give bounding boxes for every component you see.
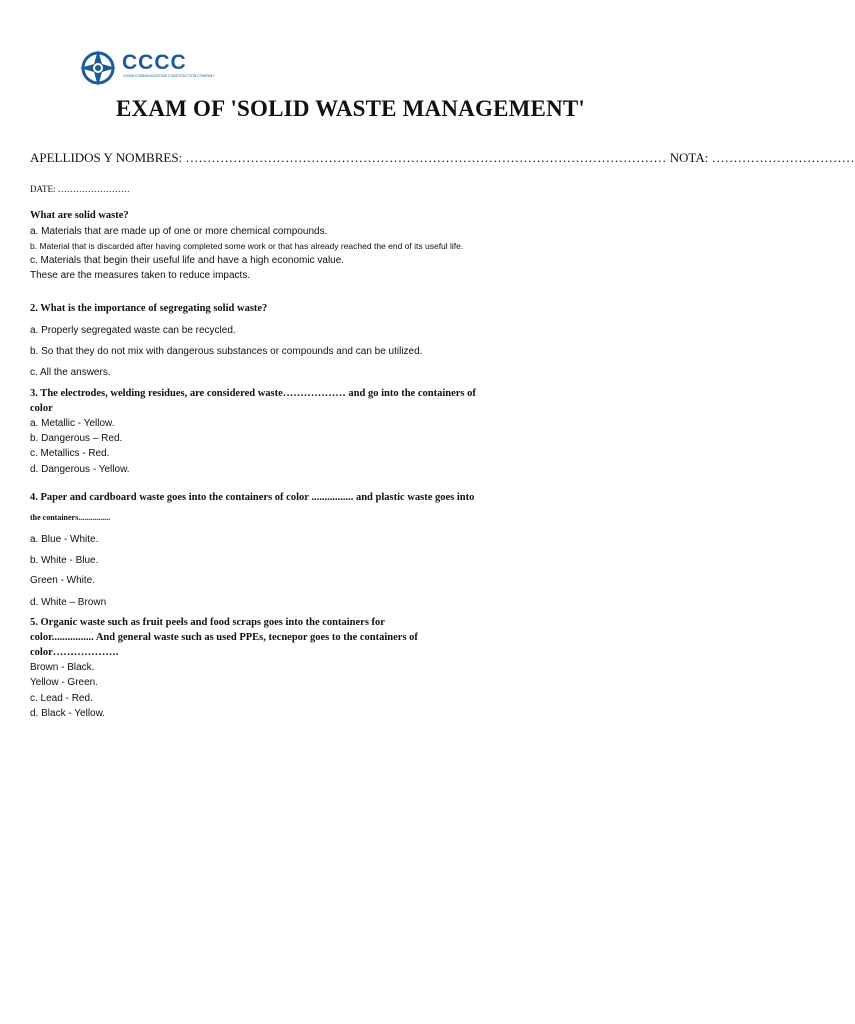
- q3-option-d: d. Dangerous - Yellow.: [30, 464, 130, 475]
- q3-option-a: a. Metallic - Yellow.: [30, 418, 115, 429]
- q1-option-c: c. Materials that begin their useful life and have a high economic value.: [30, 255, 345, 266]
- cccc-emblem-icon: [78, 48, 118, 88]
- q5-option-c: c. Lead - Red.: [30, 693, 93, 704]
- question-3-line-2: color: [30, 403, 53, 414]
- q1-option-b: b. Material that is discarded after having completed some work or that has already reached the end of its useful life.: [30, 241, 464, 251]
- q1-option-d: These are the measures taken to reduce impacts.: [30, 270, 251, 281]
- logo-wordmark: CCCC: [122, 51, 187, 74]
- q4-option-b: b. White - Blue.: [30, 555, 99, 566]
- q1-option-a: a. Materials that are made up of one or more chemical compounds.: [30, 226, 328, 237]
- q4-option-c: Green - White.: [30, 575, 96, 586]
- question-5-line-3: color……………….: [30, 647, 119, 658]
- q4-option-a: a. Blue - White.: [30, 534, 99, 545]
- q5-option-b: Yellow - Green.: [30, 677, 98, 688]
- q5-option-a: Brown - Black.: [30, 662, 95, 673]
- question-5-line-1: 5. Organic waste such as fruit peels and food scraps goes into the containers for: [30, 617, 385, 628]
- question-1: What are solid waste?: [30, 210, 129, 221]
- logo-subtitle: CHINA COMMUNICATIONS CONSTRUCTION COMPANY: [123, 74, 215, 78]
- q2-option-a: a. Properly segregated waste can be recycled.: [30, 325, 236, 336]
- question-3-line-1: 3. The electrodes, welding residues, are considered waste……………… and go into the containers of: [30, 388, 476, 399]
- q3-option-c: c. Metallics - Red.: [30, 448, 110, 459]
- question-4-line-1: 4. Paper and cardboard waste goes into the containers of color ................ and plastic waste goes into: [30, 492, 475, 503]
- question-5-line-2: color................ And general waste such as used PPEs, tecnepor goes to the containers of: [30, 632, 418, 643]
- company-logo: [78, 48, 215, 88]
- exam-title: EXAM OF 'SOLID WASTE MANAGEMENT': [116, 96, 586, 121]
- q5-option-d: d. Black - Yellow.: [30, 708, 106, 719]
- question-2: 2. What is the importance of segregating solid waste?: [30, 303, 268, 314]
- q3-option-b: b. Dangerous – Red.: [30, 433, 123, 444]
- question-4-line-2: the containers................: [30, 513, 111, 522]
- names-grade-line: APELLIDOS Y NOMBRES: ………………………………………………………………………………………………… NOTA: ……………………………: [30, 150, 855, 165]
- q2-option-b: b. So that they do not mix with dangerous substances or compounds and can be utilized.: [30, 346, 423, 357]
- q4-option-d: d. White – Brown: [30, 597, 107, 608]
- q2-option-c: c. All the answers.: [30, 367, 111, 378]
- date-line: DATE: ……………………: [30, 184, 130, 194]
